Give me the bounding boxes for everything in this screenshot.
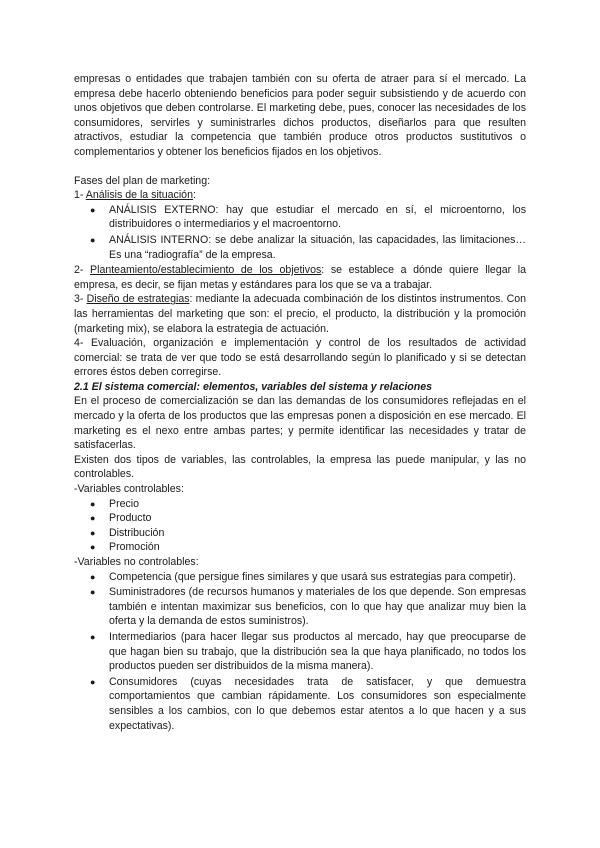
phase-4-paragraph: 4- Evaluación, organización e implementación y control de los resultados de actividad comercial: se trata de ver que todo se está desarrollando según lo planificado y si se detectan errores éstos deben corregirse. (74, 337, 526, 379)
intro-paragraph: empresas o entidades que trabajen también con su oferta de atraer para sí el mercado. La empresa debe hacerlo obteniendo beneficios para poder seguir subsistiendo y de acuerdo con unos objetivos que deben controlarse. El marketing debe, pues, conocer las necesidades de los consumidores, servirles y suministrarles dichos productos, diseñarlos para que resulten atractivos, estudiar la competencia que también produce otros productos sustitutivos o complementarios y obtener los beneficios fijados en los objetivos. (74, 73, 526, 158)
list-item-text: Precio (109, 497, 140, 510)
list-item (74, 570, 526, 585)
list-item-text: Intermediarios (para hacer llegar sus productos al mercado, hay que preocuparse de que hagan bien su trabajo, que la distribución sea la que haya planificado, no todos los productos pueden ser distribuidos de la misma manera). (109, 630, 526, 673)
phase-3-number: 3- (74, 293, 87, 306)
phase-1-bullet-list (74, 203, 526, 262)
list-item (74, 526, 526, 541)
section-paragraph-1: En el proceso de comercialización se dan las demandas de los consumidores reflejadas en el mercado y la oferta de los productos que las empresas ponen a disposición en ese mercado. El marketing es el nexo entre ambas partes; y permite identificar las necesidades y tratar de satisfacerlas. (74, 395, 526, 452)
bullet-icon: ● (90, 527, 96, 538)
phase-2-text: : se establece a dónde quiere llegar la empresa, es decir, se fijan metas y estándares para los que se va a trabajar. (74, 264, 526, 291)
list-item-text: Promoción (109, 541, 160, 554)
bullet-icon: ● (90, 631, 96, 642)
list-item-text: Suministradores (de recursos humanos y materiales de los que depende. Son empresas también e intentan maximizar sus beneficios, con lo que hay que analizar muy bien la oferta y la demanda de estos suministros). (109, 586, 526, 628)
phase-1-colon: : (192, 189, 196, 202)
bullet-icon: ● (90, 513, 96, 524)
section-paragraph-2: Existen dos tipos de variables, las controlables, la empresa las puede manipular, y las no controlables. (74, 453, 526, 481)
list-item (74, 675, 526, 733)
bullet-icon: ● (90, 587, 96, 598)
phase-1-number: 1- (74, 189, 86, 202)
list-item (74, 511, 526, 526)
phase-3-text: : mediante la adecuada combinación de los distintos instrumentos. Con las herramientas del marketing que son: el precio, el producto, la distribución y la promoción (marketing mix), se elabora la estrategia de actuación. (74, 293, 527, 335)
list-item (74, 630, 526, 674)
phase-2-paragraph (74, 263, 526, 292)
bullet-icon: ● (90, 571, 96, 582)
phase-2-number: 2- (74, 264, 91, 277)
list-item-text: Competencia (que persigue fines similares y que usará sus estrategias para competir). (109, 570, 516, 583)
bullet-icon: ● (90, 234, 96, 245)
uncontrollable-list (74, 570, 526, 734)
paragraph-gap (74, 160, 526, 174)
page-content (74, 72, 526, 734)
bullet-icon: ● (90, 204, 96, 215)
section-heading: 2.1 El sistema comercial: elementos, variables del sistema y relaciones (74, 380, 433, 393)
bullet-icon: ● (90, 498, 96, 509)
list-item-text: Consumidores (cuyas necesidades trata de satisfacer, y que demuestra comportamientos que cambian rápidamente. Los consumidores son especialmente sensibles a los cambios, con lo que debemos estar atentos a lo que hacen y a sus expectativas). (109, 675, 526, 732)
list-item (74, 585, 526, 629)
list-item-text: Distribución (109, 526, 165, 539)
phase-3-paragraph (74, 292, 526, 336)
bullet-icon: ● (90, 542, 96, 553)
phase-1-line (74, 188, 526, 203)
list-item-text: ANÁLISIS EXTERNO: hay que estudiar el mercado en sí, el microentorno, los distribuidores o intermediarios y el macroentorno. (109, 203, 526, 231)
phases-title: Fases del plan de marketing: (74, 174, 211, 187)
bullet-icon: ● (90, 676, 96, 687)
phase-2-title: Planteamiento/establecimiento de los objetivos (90, 264, 322, 277)
list-item (74, 233, 526, 262)
phase-3-title: Diseño de estrategias (86, 293, 190, 306)
uncontrollable-title: -Variables no controlables: (74, 556, 199, 568)
list-item-text: ANÁLISIS INTERNO: se debe analizar la situación, las capacidades, las limitaciones… Es una “radiografía” de la empresa. (109, 233, 526, 261)
controllable-list (74, 497, 526, 555)
list-item-text: Producto (109, 512, 152, 525)
list-item (74, 540, 526, 555)
phase-1-title: Análisis de la situación (85, 189, 193, 202)
controllable-title: -Variables controlables: (74, 483, 184, 496)
list-item (74, 497, 526, 512)
list-item (74, 203, 526, 232)
